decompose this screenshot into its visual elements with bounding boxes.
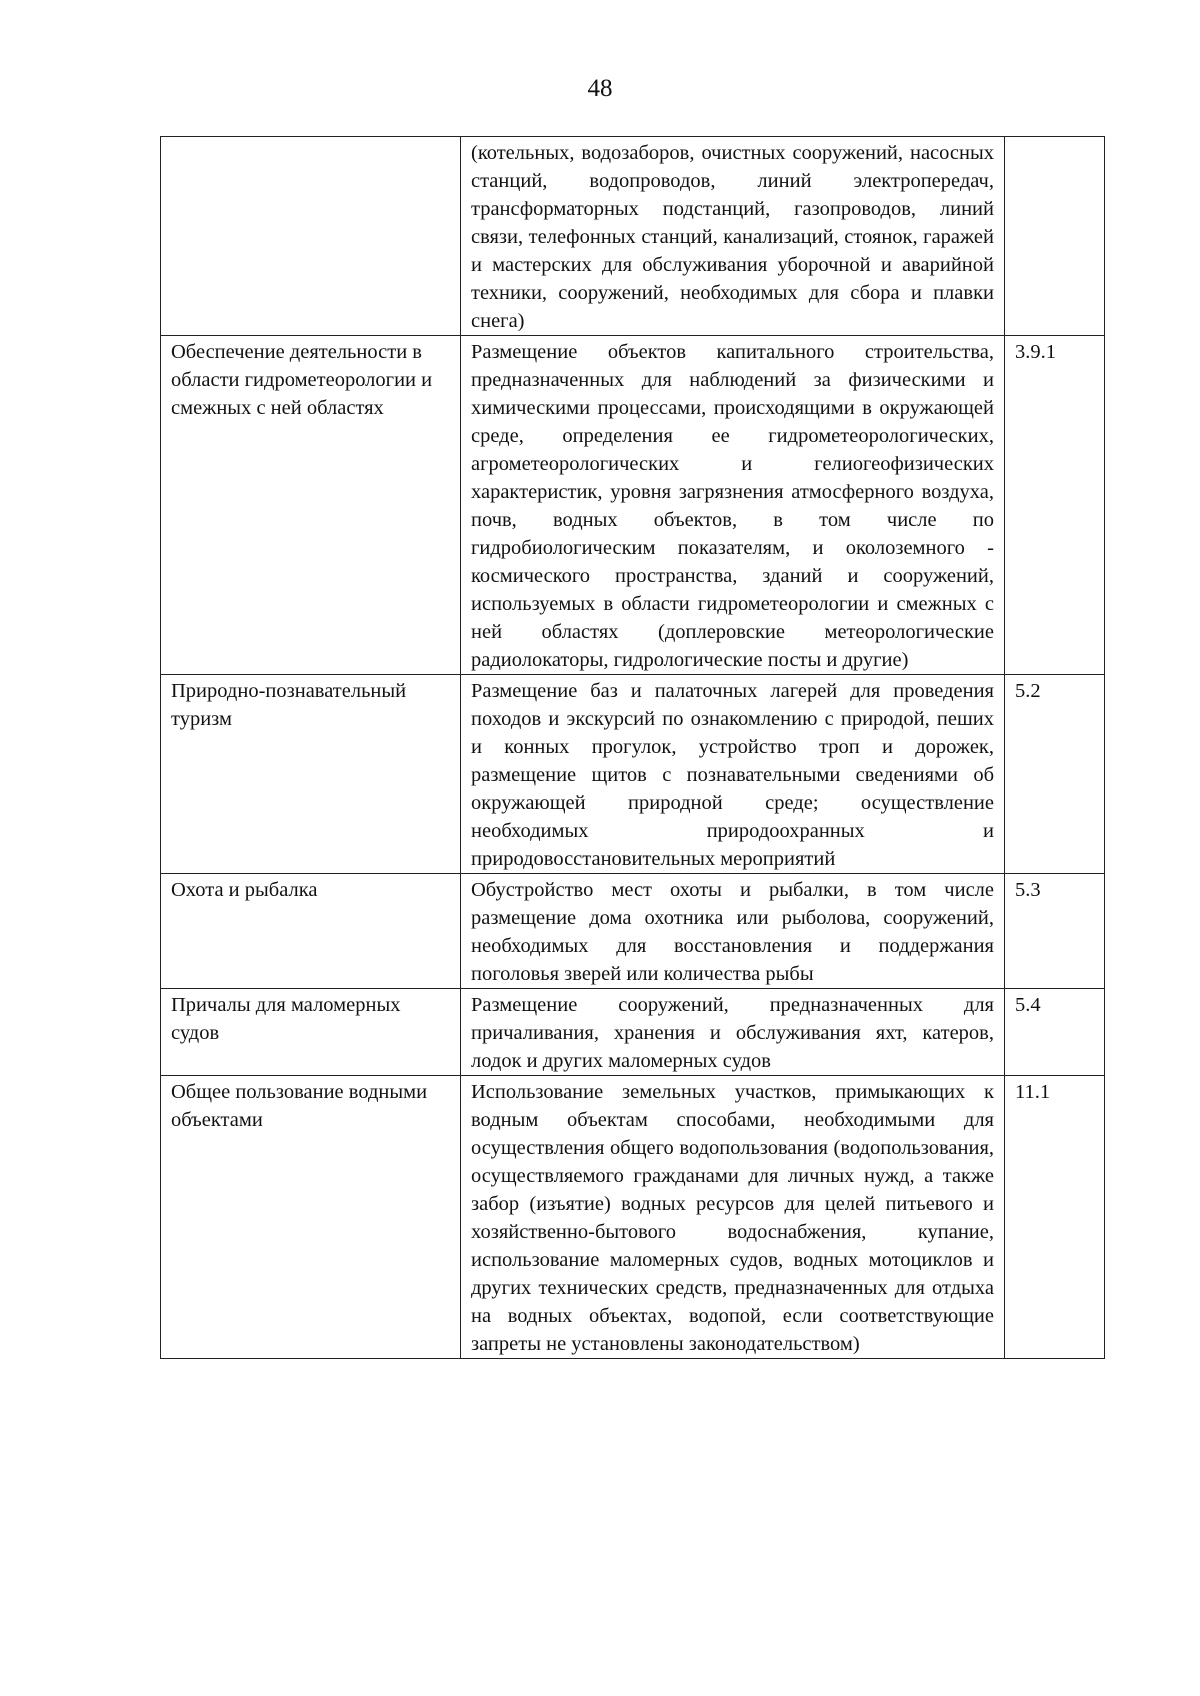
page-number: 48: [587, 75, 613, 102]
use-type-description-cell: Размещение объектов капитального строительства, предназначенных для наблюдений за физическими и химическими процессами, происходящими в окружающей среде, определения ее гидрометеорологических, агрометеорологических и гелиогеофизических характеристик, уровня загрязнения атмосферного воздуха, почв, водных объектов, в том числе по гидробиологическим показателям, и околоземного - космического пространства, зданий и сооружений, используемых в области гидрометеорологии и смежных с ней областях (доплеровские метеорологические радиолокаторы, гидрологические посты и другие): [461, 336, 1005, 675]
use-type-code-cell: [1005, 137, 1105, 336]
use-type-name-cell: Охота и рыбалка: [161, 874, 461, 989]
use-type-description-cell: Использование земельных участков, примыкающих к водным объектам способами, необходимыми для осуществления общего водопользования (водопользования, осуществляемого гражданами для личных нужд, а также забор (изъятие) водных ресурсов для целей питьевого и хозяйственно-бытового водоснабжения, купание, использование маломерных судов, водных мотоциклов и других технических средств, предназначенных для отдыха на водных объектах, водопой, если соответствующие запреты не установлены законодательством): [461, 1076, 1005, 1359]
use-type-description-cell: Размещение сооружений, предназначенных для причаливания, хранения и обслуживания яхт, катеров, лодок и других маломерных судов: [461, 989, 1005, 1076]
use-type-name-cell: Причалы для маломерных судов: [161, 989, 461, 1076]
use-type-code-cell: 3.9.1: [1005, 336, 1105, 675]
land-use-table: [160, 136, 1105, 1359]
use-type-description-cell: Обустройство мест охоты и рыбалки, в том числе размещение дома охотника или рыболова, сооружений, необходимых для восстановления и поддержания поголовья зверей или количества рыбы: [461, 874, 1005, 989]
use-type-code-cell: 5.3: [1005, 874, 1105, 989]
table-row: [161, 336, 1105, 675]
table-body: [161, 137, 1105, 1359]
use-type-code-cell: 11.1: [1005, 1076, 1105, 1359]
use-type-name-cell: Природно-познавательный туризм: [161, 675, 461, 874]
table-row: [161, 137, 1105, 336]
table-row: [161, 989, 1105, 1076]
use-type-name-cell: Общее пользование водными объектами: [161, 1076, 461, 1359]
use-type-code-cell: 5.4: [1005, 989, 1105, 1076]
use-type-description-cell: (котельных, водозаборов, очистных сооружений, насосных станций, водопроводов, линий электропередач, трансформаторных подстанций, газопроводов, линий связи, телефонных станций, канализаций, стоянок, гаражей и мастерских для обслуживания уборочной и аварийной техники, сооружений, необходимых для сбора и плавки снега): [461, 137, 1005, 336]
use-type-description-cell: Размещение баз и палаточных лагерей для проведения походов и экскурсий по ознакомлению с природой, пеших и конных прогулок, устройство троп и дорожек, размещение щитов с познавательными сведениями об окружающей природной среде; осуществление необходимых природоохранных и природовосстановительных мероприятий: [461, 675, 1005, 874]
use-type-name-cell: Обеспечение деятельности в области гидрометеорологии и смежных с ней областях: [161, 336, 461, 675]
table-row: [161, 874, 1105, 989]
use-type-name-cell: [161, 137, 461, 336]
use-type-code-cell: 5.2: [1005, 675, 1105, 874]
table-row: [161, 1076, 1105, 1359]
table-row: [161, 675, 1105, 874]
